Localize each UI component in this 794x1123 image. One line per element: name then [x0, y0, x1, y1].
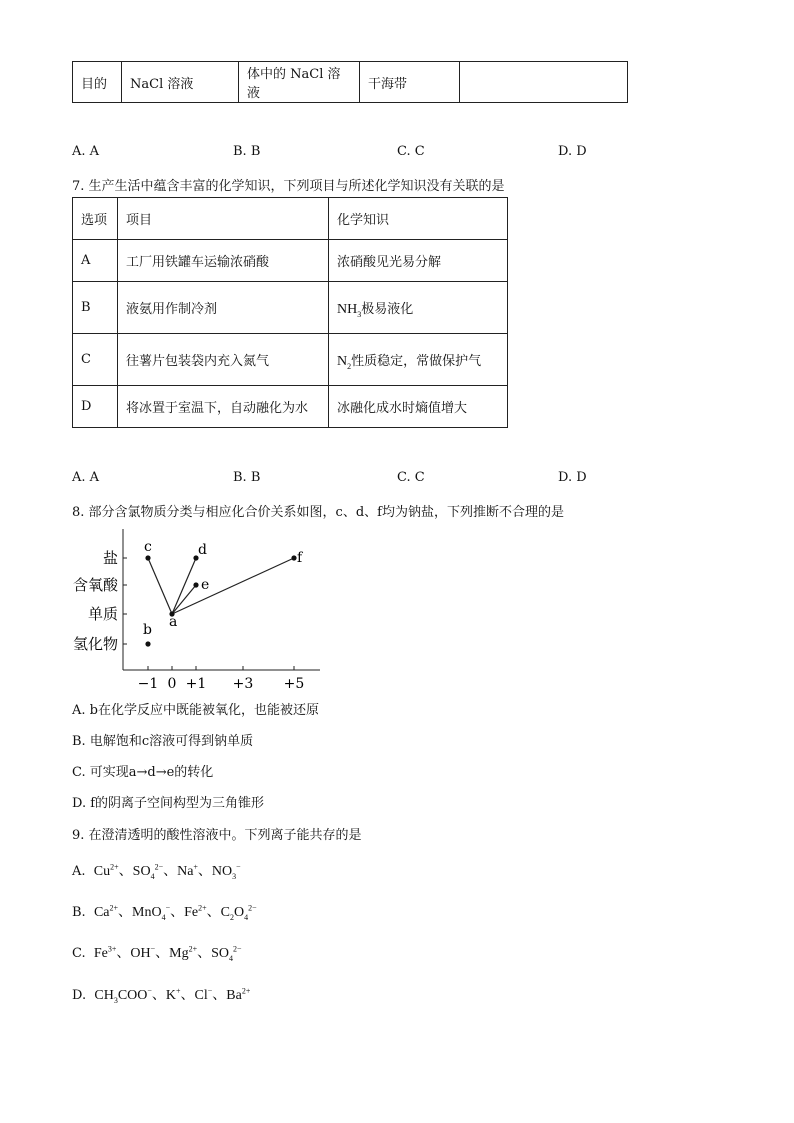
q7-option-c[interactable]: C. C: [397, 470, 425, 485]
q6-table-cell: [460, 62, 628, 103]
ion-list-d: $CH_3COO^-$、K+、Cl−、$Ba^{2+}$: [94, 986, 251, 1005]
point-e: [193, 582, 198, 587]
link-line: [148, 558, 172, 614]
x-tick-label: +5: [283, 676, 305, 692]
q8-option-b[interactable]: B. 电解饱和c溶液可得到钠单质: [72, 734, 254, 749]
point-label-c: c: [144, 539, 152, 555]
q7-row-b-option: B: [73, 282, 118, 334]
q7-row-a-item: 工厂用铁罐车运输浓硝酸: [118, 240, 329, 282]
q7-header-knowledge: 化学知识: [329, 198, 508, 240]
q8-option-c[interactable]: C. 可实现a→d→e的转化: [72, 765, 214, 780]
y-tick-label: 单质: [87, 605, 118, 623]
q7-option-a[interactable]: A. A: [72, 470, 100, 485]
q7-row-a-knowledge: 浓硝酸见光易分解: [329, 240, 508, 282]
q6-option-a[interactable]: A. A: [72, 144, 100, 159]
q7-row-a-option: A: [73, 240, 118, 282]
link-line: [172, 558, 196, 614]
q7-option-b[interactable]: B. B: [233, 470, 261, 485]
q7-row-b-item: 液氨用作制冷剂: [118, 282, 329, 334]
q7-row-b-knowledge: $NH_3$极易液化: [329, 282, 508, 334]
point-c: [145, 555, 150, 560]
q7-row-d-item: 将冰置于室温下，自动融化为水: [118, 386, 329, 428]
point-label-b: b: [143, 622, 152, 638]
q6-table-cell: NaCl 溶液: [122, 62, 239, 103]
point-f: [291, 555, 296, 560]
link-line: [172, 558, 294, 614]
ion-list-a: $Cu^{2+}$、$SO_4^{2-}$、Na+、$NO_3^-$: [93, 862, 241, 881]
q8-stem: 8. 部分含氯物质分类与相应化合价关系如图，c、d、f均为钠盐，下列推断不合理的是: [72, 505, 564, 520]
x-tick-label: 0: [167, 676, 177, 692]
q7-row-d-option: D: [73, 386, 118, 428]
point-label-e: e: [201, 577, 210, 593]
q8-chlorine-valence-chart: [66, 524, 326, 694]
x-tick-label: −1: [137, 676, 159, 692]
point-label-f: f: [297, 550, 303, 566]
formula-nh3: $NH_3$: [337, 301, 362, 319]
formula-n2: $N_2$: [337, 353, 352, 371]
q6-option-b[interactable]: B. B: [233, 144, 261, 159]
q7-row-c-item: 往薯片包装袋内充入氮气: [118, 334, 329, 386]
q7-row-d-knowledge: 冰融化成水时熵值增大: [329, 386, 508, 428]
y-tick-label: 氢化物: [72, 635, 118, 653]
q6-table: [72, 61, 628, 103]
q9-option-a[interactable]: A. $Cu^{2+}$、$SO_4^{2-}$、Na+、$NO_3^-$: [72, 862, 241, 881]
point-label-d: d: [198, 542, 207, 558]
q8-option-d[interactable]: D. f的阴离子空间构型为三角锥形: [72, 796, 265, 811]
q9-stem: 9. 在澄清透明的酸性溶液中。下列离子能共存的是: [72, 828, 362, 843]
q8-option-a[interactable]: A. b在化学反应中既能被氧化，也能被还原: [72, 703, 319, 718]
point-b: [145, 641, 150, 646]
y-tick-label: 盐: [102, 549, 118, 567]
q6-option-d[interactable]: D. D: [558, 144, 587, 159]
q7-row-c-knowledge: $N_2$性质稳定，常做保护气: [329, 334, 508, 386]
q9-option-b[interactable]: B. $Ca^{2+}$、MnO$_4$−、$Fe^{2+}$、$C_2O_4^{2-}$: [72, 903, 257, 922]
y-tick-label: 含氧酸: [72, 576, 118, 594]
q7-option-d[interactable]: D. D: [558, 470, 587, 485]
point-label-a: a: [169, 614, 178, 630]
q7-header-option: 选项: [73, 198, 118, 240]
q6-table-cell: 目的: [73, 62, 122, 103]
q7-stem: 7. 生产生活中蕴含丰富的化学知识，下列项目与所述化学知识没有关联的是: [72, 179, 505, 194]
x-tick-label: +3: [232, 676, 254, 692]
x-tick-label: +1: [185, 676, 207, 692]
q6-option-c[interactable]: C. C: [397, 144, 425, 159]
ion-list-b: $Ca^{2+}$、MnO$_4$−、$Fe^{2+}$、$C_2O_4^{2-}$: [93, 903, 257, 922]
q9-option-c[interactable]: C. $Fe^{3+}$、OH−、$Mg^{2+}$、$SO_4^{2-}$: [72, 944, 242, 963]
q6-table-cell: 体中的 NaCl 溶液: [239, 62, 360, 103]
q6-table-cell: 干海带: [360, 62, 460, 103]
q7-header-item: 项目: [118, 198, 329, 240]
q7-table: [72, 197, 508, 428]
q7-row-c-option: C: [73, 334, 118, 386]
link-line: [172, 585, 196, 614]
ion-list-c: $Fe^{3+}$、OH−、$Mg^{2+}$、$SO_4^{2-}$: [93, 944, 242, 963]
q9-option-d[interactable]: D. $CH_3COO^-$、K+、Cl−、$Ba^{2+}$: [72, 986, 251, 1005]
